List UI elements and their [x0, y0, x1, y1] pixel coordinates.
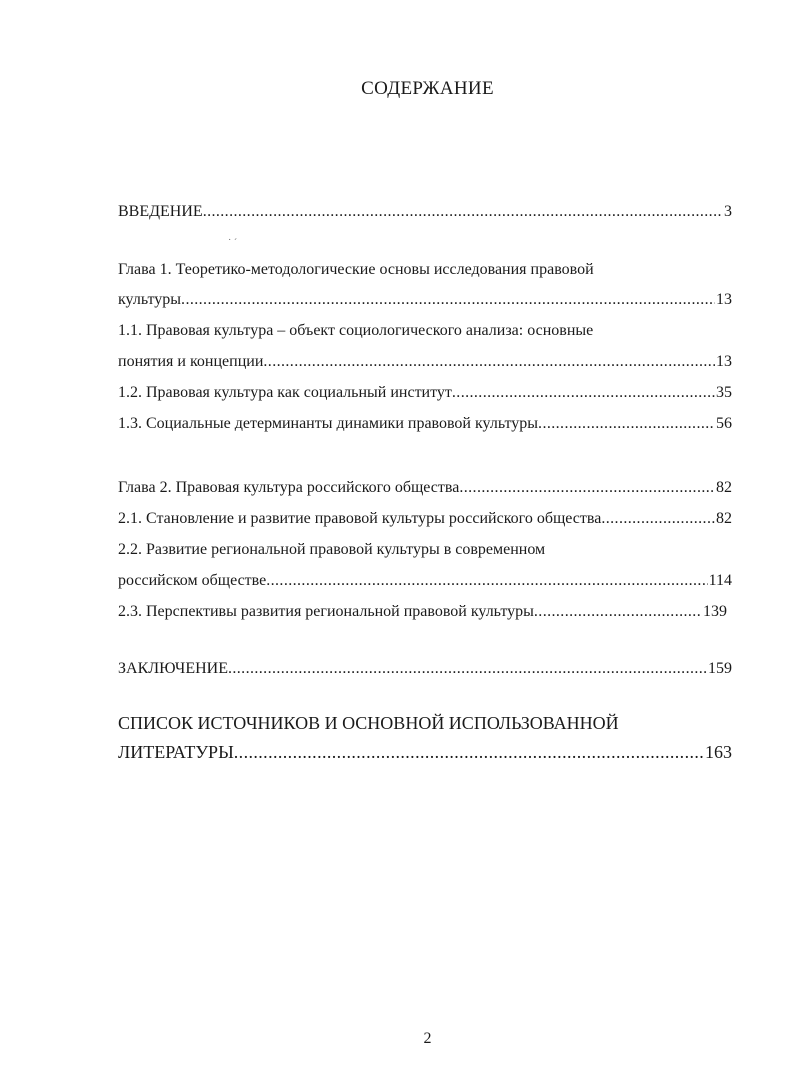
toc-section-1-3[interactable] [118, 414, 732, 434]
leader-dots [534, 602, 702, 622]
toc-section-1-2[interactable] [118, 383, 732, 403]
toc-chapter1[interactable] [118, 290, 732, 310]
leader-dots [459, 478, 715, 498]
toc-entry-label: 1.3. Социальные детерминанты динамики правовой культуры [118, 415, 539, 432]
toc-section-2-2-line1[interactable]: 2.2. Развитие региональной правовой культуры в современном [118, 541, 546, 558]
toc-bibliography-line1[interactable]: СПИСОК ИСТОЧНИКОВ И ОСНОВНОЙ ИСПОЛЬЗОВАННОЙ [118, 713, 619, 733]
toc-entry-label: Глава 2. Правовая культура российского общества [118, 479, 460, 496]
scan-artifact: ˙ ˊ [228, 238, 238, 249]
page-number: 2 [423, 1030, 432, 1047]
toc-section-2-3[interactable] [118, 602, 727, 622]
toc-page-number: 56 [716, 415, 732, 432]
toc-chapter1-line1[interactable]: Глава 1. Теоретико-методологические основы исследования правовой [118, 261, 594, 278]
toc-entry-label: культуры [118, 291, 182, 308]
leader-dots [538, 414, 715, 434]
toc-entry-label: ЛИТЕРАТУРЫ [118, 742, 234, 762]
toc-entry-bibliography[interactable] [118, 742, 732, 762]
toc-page-number: 139 [703, 603, 727, 620]
toc-entry-label: ЗАКЛЮЧЕНИЕ [118, 660, 228, 677]
toc-page-number: 13 [716, 353, 732, 370]
toc-entry-label: понятия и концепции [118, 353, 264, 370]
leader-dots [234, 742, 704, 762]
toc-page-number: 3 [724, 203, 732, 220]
toc-page-number: 82 [716, 479, 732, 496]
leader-dots [452, 383, 715, 403]
toc-page-number: 35 [716, 384, 732, 401]
toc-chapter2[interactable] [118, 478, 732, 498]
toc-page-number: 159 [708, 660, 732, 677]
leader-dots [601, 509, 715, 529]
toc-entry-label: 2.1. Становление и развитие правовой культуры российского общества [118, 510, 602, 527]
toc-page-number: 114 [708, 572, 732, 589]
toc-section-2-1[interactable] [118, 509, 732, 529]
toc-entry-conclusion[interactable] [118, 659, 732, 679]
toc-entry-label: российском обществе [118, 572, 267, 589]
leader-dots [203, 202, 723, 222]
leader-dots [263, 352, 715, 372]
leader-dots [266, 571, 707, 591]
toc-page-number: 82 [716, 510, 732, 527]
toc-section-1-1[interactable] [118, 352, 732, 372]
toc-entry-label: 2.3. Перспективы развития региональной правовой культуры [118, 603, 534, 620]
toc-page-number: 163 [705, 742, 732, 762]
toc-section-2-2[interactable] [118, 571, 732, 591]
toc-entry-label: ВВЕДЕНИЕ [118, 203, 203, 220]
toc-entry-intro[interactable] [118, 202, 732, 222]
leader-dots [228, 659, 707, 679]
page-title: СОДЕРЖАНИЕ [361, 78, 494, 99]
leader-dots [181, 290, 715, 310]
toc-section-1-1-line1[interactable]: 1.1. Правовая культура – объект социологического анализа: основные [118, 322, 594, 339]
toc-entry-label: 1.2. Правовая культура как социальный институт [118, 384, 452, 401]
toc-page-number: 13 [716, 291, 732, 308]
